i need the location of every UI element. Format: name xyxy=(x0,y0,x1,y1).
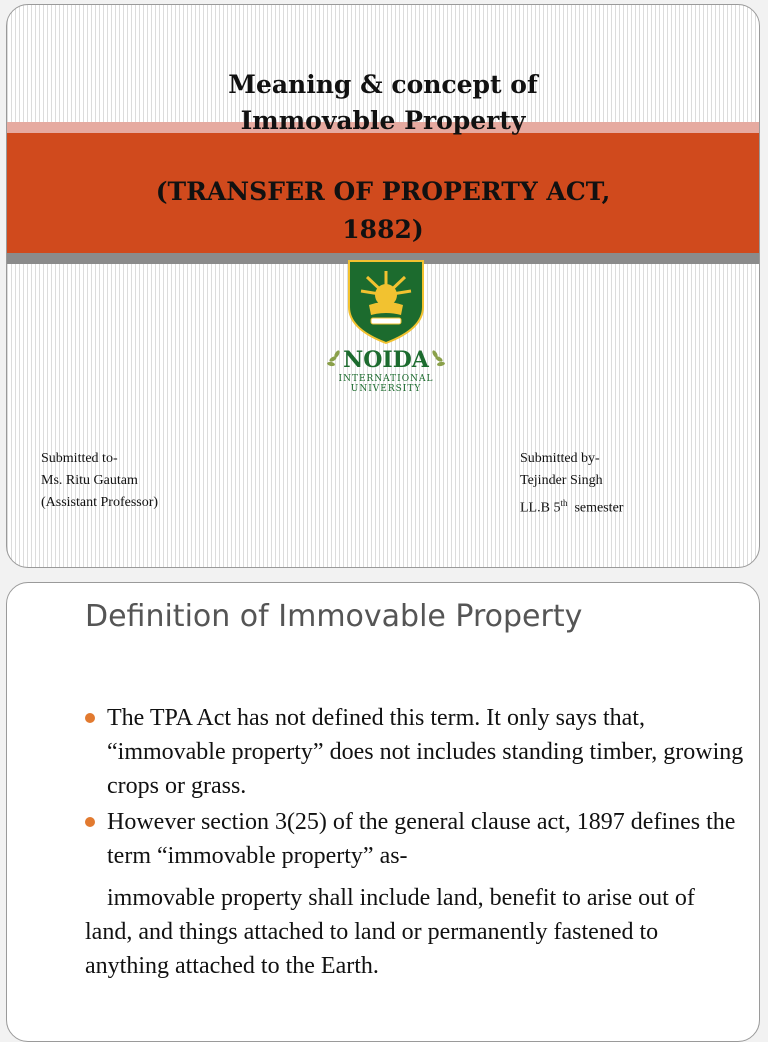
submitted-to-block xyxy=(41,448,158,514)
bullet-item xyxy=(85,701,745,803)
submitted-by-label: Submitted by- xyxy=(520,451,600,466)
bullet-item xyxy=(85,805,745,873)
submitted-by-course xyxy=(520,492,623,520)
submitted-to-name: Ms. Ritu Gautam xyxy=(41,473,138,488)
slide-title: Definition of Immovable Property xyxy=(85,599,583,634)
slide-subtitle xyxy=(7,173,759,249)
bullet-dot-icon xyxy=(85,817,95,827)
title-slide xyxy=(6,4,760,568)
title-line-2: Immovable Property xyxy=(240,106,526,135)
logo-name-main: NOIDA xyxy=(343,347,429,373)
bullet-text: However section 3(25) of the general clause act, 1897 defines the term “immovable property” as- xyxy=(107,809,736,869)
course-sup: th xyxy=(560,498,568,508)
submitted-to-designation: (Assistant Professor) xyxy=(41,495,159,510)
bullet-dot-icon xyxy=(85,713,95,723)
bullet-list xyxy=(85,701,745,875)
crest-icon xyxy=(321,255,451,347)
bullet-text: The TPA Act has not defined this term. It only says that, “immovable property” does not includes standing timber, growing crops or grass. xyxy=(107,705,744,799)
definition-paragraph: immovable property shall include land, benefit to arise out of land, and things attached to land or permanently fastened to anything attached to the Earth. xyxy=(85,885,695,979)
slide-title xyxy=(7,67,759,139)
title-line-1: Meaning & concept of xyxy=(228,70,538,99)
subtitle-line-2: 1882) xyxy=(342,215,424,244)
subtitle-line-1: (TRANSFER OF PROPERTY ACT, xyxy=(155,177,611,206)
submitted-to-label: Submitted to- xyxy=(41,451,118,466)
definition-slide xyxy=(6,582,760,1042)
course-prefix: LL.B 5 xyxy=(520,500,561,516)
submitted-by-name: Tejinder Singh xyxy=(520,473,603,488)
course-suffix: semester xyxy=(567,500,624,516)
university-logo xyxy=(321,255,451,400)
submitted-by-block xyxy=(520,448,623,520)
logo-name-line3: UNIVERSITY xyxy=(350,384,422,394)
logo-name-line2: INTERNATIONAL xyxy=(338,374,434,384)
